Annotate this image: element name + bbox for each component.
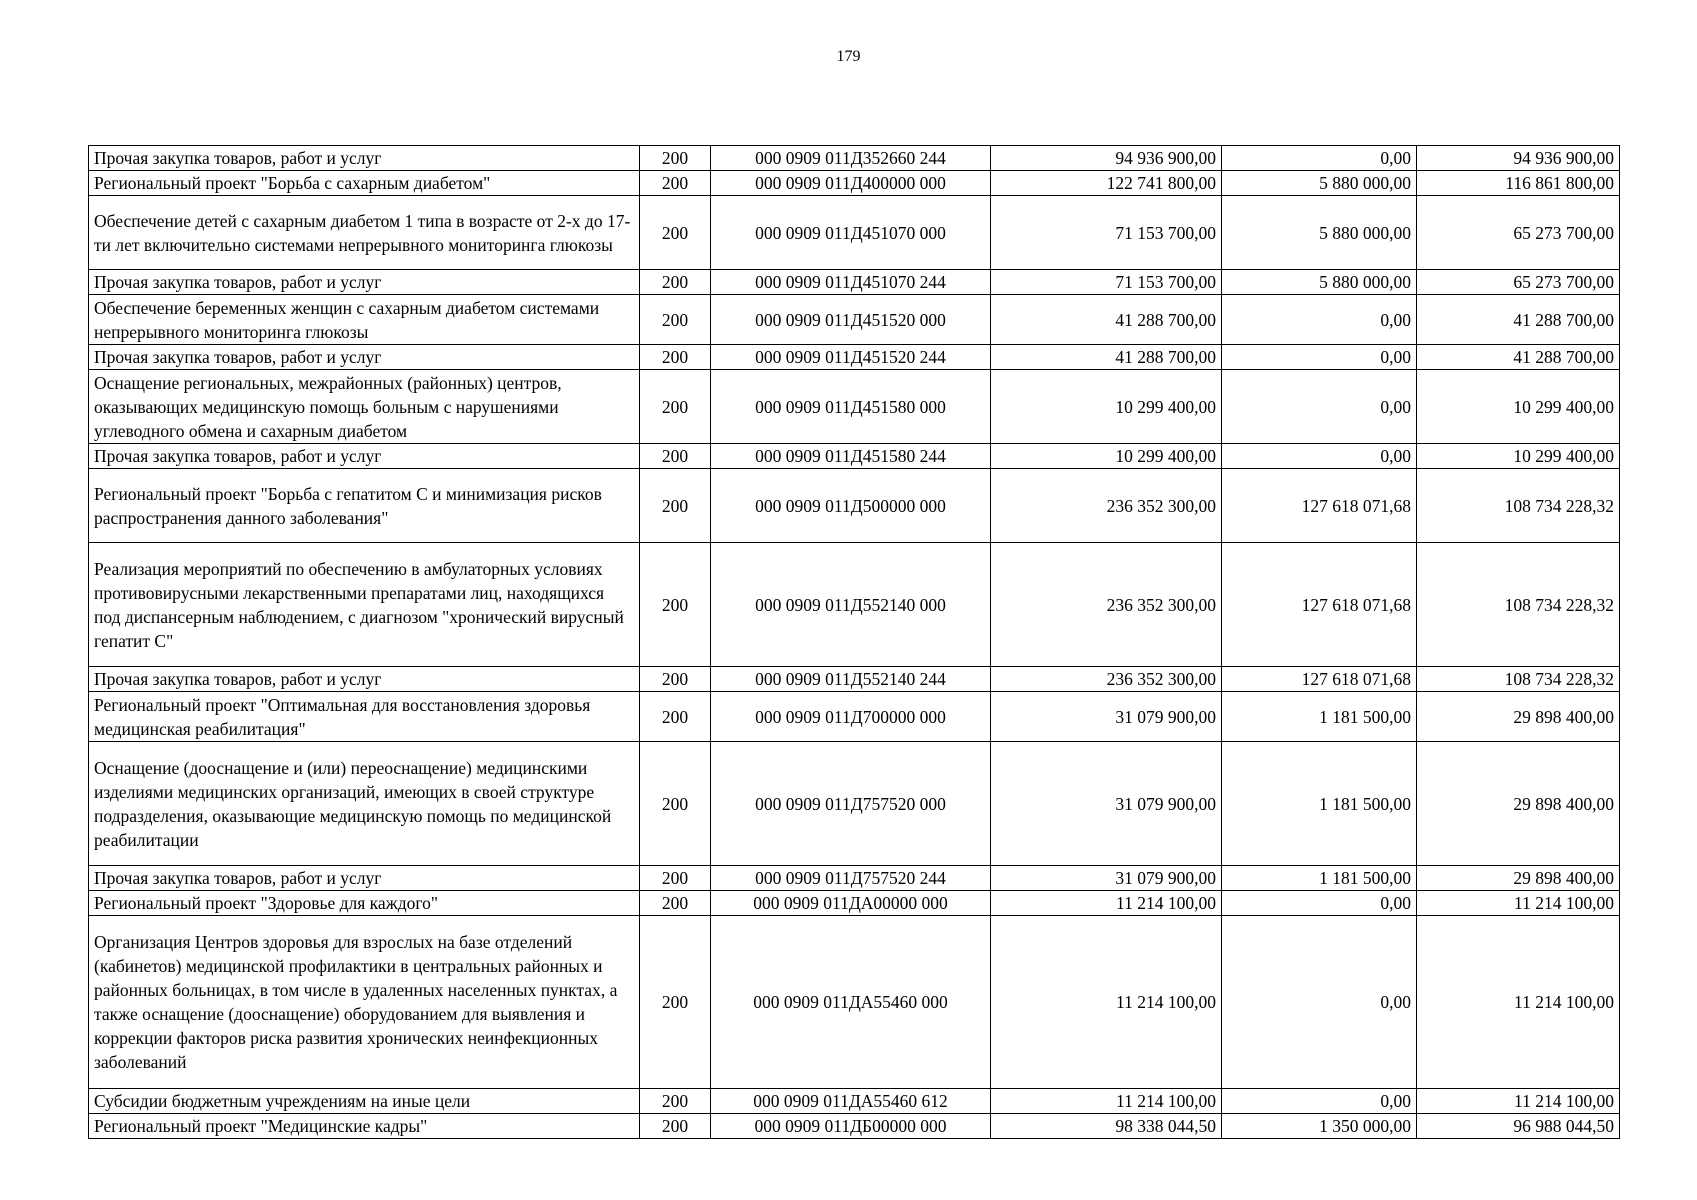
table-row: [89, 742, 1620, 866]
row-name: Прочая закупка товаров, работ и услуг: [89, 146, 640, 171]
row-name: Региональный проект "Борьба с сахарным диабетом": [89, 171, 640, 196]
row-name: Региональный проект "Здоровье для каждого": [89, 891, 640, 916]
row-code: 200: [640, 692, 711, 742]
row-rest: 11 214 100,00: [1417, 891, 1620, 916]
row-plan: 71 153 700,00: [991, 270, 1222, 295]
row-done: 1 181 500,00: [1222, 866, 1417, 891]
row-code: 200: [640, 469, 711, 543]
row-kbk: 000 0909 011Д451070 244: [711, 270, 991, 295]
row-rest: 41 288 700,00: [1417, 295, 1620, 345]
row-kbk: 000 0909 011Д352660 244: [711, 146, 991, 171]
row-rest: 29 898 400,00: [1417, 692, 1620, 742]
row-name: Реализация мероприятий по обеспечению в амбулаторных условиях противовирусными лекарственными препаратами лиц, находящихся под диспансерным наблюдением, с диагнозом "хронический вирусный гепатит С": [89, 543, 640, 667]
row-kbk: 000 0909 011Д451580 244: [711, 444, 991, 469]
row-done: 1 181 500,00: [1222, 692, 1417, 742]
row-done: 0,00: [1222, 1089, 1417, 1114]
row-name: Прочая закупка товаров, работ и услуг: [89, 345, 640, 370]
row-done: 1 181 500,00: [1222, 742, 1417, 866]
row-rest: 108 734 228,32: [1417, 469, 1620, 543]
row-done: 5 880 000,00: [1222, 196, 1417, 270]
table-row: [89, 916, 1620, 1089]
row-name: Региональный проект "Оптимальная для восстановления здоровья медицинская реабилитация": [89, 692, 640, 742]
row-rest: 29 898 400,00: [1417, 866, 1620, 891]
row-done: 0,00: [1222, 444, 1417, 469]
table-row: [89, 196, 1620, 270]
row-name: Прочая закупка товаров, работ и услуг: [89, 444, 640, 469]
row-kbk: 000 0909 011ДА55460 000: [711, 916, 991, 1089]
row-kbk: 000 0909 011Д552140 244: [711, 667, 991, 692]
row-name: Оснащение (дооснащение и (или) переоснащение) медицинскими изделиями медицинских организаций, имеющих в своей структуре подразделения, оказывающие медицинскую помощь по медицинской реабилитации: [89, 742, 640, 866]
row-done: 5 880 000,00: [1222, 171, 1417, 196]
row-done: 127 618 071,68: [1222, 469, 1417, 543]
row-name: Прочая закупка товаров, работ и услуг: [89, 866, 640, 891]
row-plan: 122 741 800,00: [991, 171, 1222, 196]
row-plan: 10 299 400,00: [991, 370, 1222, 444]
row-rest: 96 988 044,50: [1417, 1114, 1620, 1139]
table-row: [89, 1114, 1620, 1139]
row-done: 0,00: [1222, 916, 1417, 1089]
row-code: 200: [640, 270, 711, 295]
row-name: Прочая закупка товаров, работ и услуг: [89, 270, 640, 295]
row-plan: 41 288 700,00: [991, 295, 1222, 345]
row-plan: 41 288 700,00: [991, 345, 1222, 370]
row-plan: 71 153 700,00: [991, 196, 1222, 270]
table-row: [89, 270, 1620, 295]
row-rest: 29 898 400,00: [1417, 742, 1620, 866]
row-done: 0,00: [1222, 891, 1417, 916]
row-kbk: 000 0909 011Д757520 000: [711, 742, 991, 866]
row-name: Обеспечение детей с сахарным диабетом 1 типа в возрасте от 2-х до 17-ти лет включительно системами непрерывного мониторинга глюкозы: [89, 196, 640, 270]
row-kbk: 000 0909 011Д451070 000: [711, 196, 991, 270]
row-rest: 108 734 228,32: [1417, 667, 1620, 692]
row-rest: 11 214 100,00: [1417, 1089, 1620, 1114]
page-number: 179: [836, 48, 861, 65]
row-done: 127 618 071,68: [1222, 667, 1417, 692]
row-name: Региональный проект "Борьба с гепатитом С и минимизация рисков распространения данного заболевания": [89, 469, 640, 543]
row-kbk: 000 0909 011Д451520 244: [711, 345, 991, 370]
row-done: 1 350 000,00: [1222, 1114, 1417, 1139]
row-rest: 11 214 100,00: [1417, 916, 1620, 1089]
row-code: 200: [640, 444, 711, 469]
row-code: 200: [640, 1089, 711, 1114]
row-name: Обеспечение беременных женщин с сахарным диабетом системами непрерывного мониторинга глюкозы: [89, 295, 640, 345]
row-kbk: 000 0909 011ДА55460 612: [711, 1089, 991, 1114]
budget-table: [88, 145, 1620, 1139]
row-code: 200: [640, 370, 711, 444]
row-done: 0,00: [1222, 295, 1417, 345]
row-kbk: 000 0909 011Д400000 000: [711, 171, 991, 196]
row-rest: 10 299 400,00: [1417, 444, 1620, 469]
row-kbk: 000 0909 011Д451520 000: [711, 295, 991, 345]
row-plan: 10 299 400,00: [991, 444, 1222, 469]
table-row: [89, 543, 1620, 667]
row-kbk: 000 0909 011ДБ00000 000: [711, 1114, 991, 1139]
row-rest: 10 299 400,00: [1417, 370, 1620, 444]
row-code: 200: [640, 667, 711, 692]
table-row: [89, 146, 1620, 171]
row-rest: 116 861 800,00: [1417, 171, 1620, 196]
row-name: Субсидии бюджетным учреждениям на иные цели: [89, 1089, 640, 1114]
row-plan: 31 079 900,00: [991, 742, 1222, 866]
table-row: [89, 444, 1620, 469]
row-plan: 236 352 300,00: [991, 469, 1222, 543]
row-code: 200: [640, 196, 711, 270]
row-done: 0,00: [1222, 146, 1417, 171]
row-done: 5 880 000,00: [1222, 270, 1417, 295]
row-rest: 41 288 700,00: [1417, 345, 1620, 370]
row-kbk: 000 0909 011Д500000 000: [711, 469, 991, 543]
row-done: 127 618 071,68: [1222, 543, 1417, 667]
row-code: 200: [640, 345, 711, 370]
row-plan: 31 079 900,00: [991, 692, 1222, 742]
table-row: [89, 866, 1620, 891]
row-code: 200: [640, 1114, 711, 1139]
row-kbk: 000 0909 011Д700000 000: [711, 692, 991, 742]
row-name: Организация Центров здоровья для взрослых на базе отделений (кабинетов) медицинской профилактики в центральных районных и районных больницах, в том числе в удаленных населенных пунктах, а также оснащение (дооснащение) оборудованием для выявления и коррекции факторов риска развития хронических неинфекционных заболеваний: [89, 916, 640, 1089]
row-plan: 11 214 100,00: [991, 891, 1222, 916]
row-name: Прочая закупка товаров, работ и услуг: [89, 667, 640, 692]
row-rest: 65 273 700,00: [1417, 270, 1620, 295]
table-row: [89, 171, 1620, 196]
row-code: 200: [640, 742, 711, 866]
row-rest: 94 936 900,00: [1417, 146, 1620, 171]
table-row: [89, 370, 1620, 444]
table-row: [89, 692, 1620, 742]
table-row: [89, 891, 1620, 916]
row-done: 0,00: [1222, 370, 1417, 444]
row-done: 0,00: [1222, 345, 1417, 370]
row-code: 200: [640, 543, 711, 667]
row-plan: 11 214 100,00: [991, 916, 1222, 1089]
row-plan: 94 936 900,00: [991, 146, 1222, 171]
row-name: Региональный проект "Медицинские кадры": [89, 1114, 640, 1139]
row-code: 200: [640, 916, 711, 1089]
row-plan: 11 214 100,00: [991, 1089, 1222, 1114]
table-row: [89, 295, 1620, 345]
row-kbk: 000 0909 011ДА00000 000: [711, 891, 991, 916]
row-plan: 98 338 044,50: [991, 1114, 1222, 1139]
row-plan: 31 079 900,00: [991, 866, 1222, 891]
table-row: [89, 469, 1620, 543]
table-row: [89, 1089, 1620, 1114]
row-rest: 108 734 228,32: [1417, 543, 1620, 667]
table-row: [89, 345, 1620, 370]
row-kbk: 000 0909 011Д552140 000: [711, 543, 991, 667]
row-plan: 236 352 300,00: [991, 543, 1222, 667]
row-code: 200: [640, 295, 711, 345]
row-code: 200: [640, 866, 711, 891]
row-code: 200: [640, 146, 711, 171]
row-kbk: 000 0909 011Д757520 244: [711, 866, 991, 891]
row-rest: 65 273 700,00: [1417, 196, 1620, 270]
row-kbk: 000 0909 011Д451580 000: [711, 370, 991, 444]
table-row: [89, 667, 1620, 692]
row-code: 200: [640, 891, 711, 916]
row-name: Оснащение региональных, межрайонных (районных) центров, оказывающих медицинскую помощь больным с нарушениями углеводного обмена и сахарным диабетом: [89, 370, 640, 444]
row-code: 200: [640, 171, 711, 196]
row-plan: 236 352 300,00: [991, 667, 1222, 692]
